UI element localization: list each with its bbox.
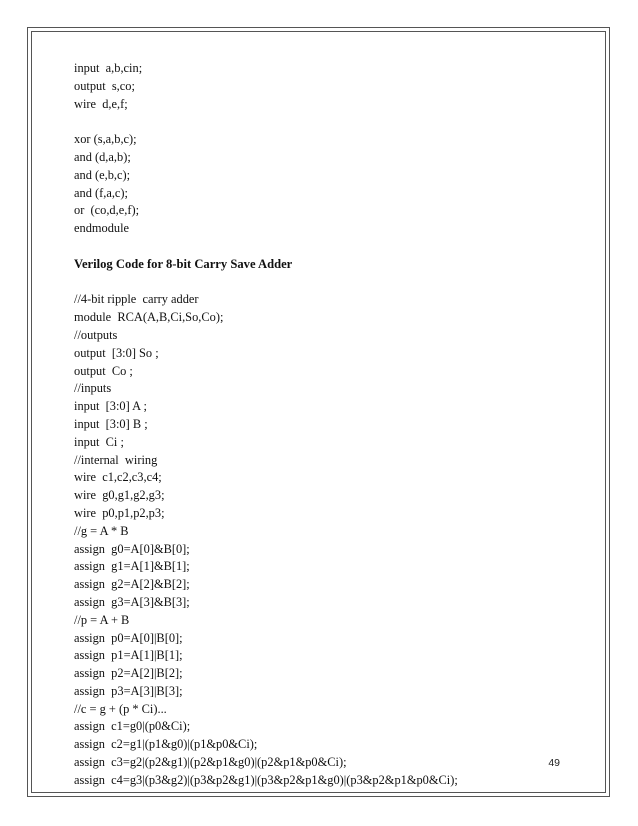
code-line: assign g2=A[2]&B[2]; (74, 577, 190, 592)
code-line: assign c1=g0|(p0&Ci); (74, 719, 191, 734)
blank-line (74, 113, 574, 131)
code-line: xor (s,a,b,c); (74, 132, 137, 147)
code-line: assign c4=g3|(p3&g2)|(p3&p2&g1)|(p3&p2&p1&g0)|(p3&p2&p1&p0&Ci); (74, 772, 458, 787)
code-line: assign g3=A[3]&B[3]; (74, 594, 190, 609)
code-line: and (f,a,c); (74, 185, 129, 200)
blank-line (74, 274, 574, 292)
section-heading: Verilog Code for 8-bit Carry Save Adder (74, 256, 293, 271)
code-line: module RCA(A,B,Ci,So,Co); (74, 310, 224, 325)
code-line: wire p0,p1,p2,p3; (74, 505, 165, 520)
code-line: //p = A + B (74, 612, 130, 627)
code-line: and (d,a,b); (74, 149, 131, 164)
code-line: input [3:0] A ; (74, 399, 147, 414)
code-line: assign g1=A[1]&B[1]; (74, 559, 190, 574)
code-line: assign c3=g2|(p2&g1)|(p2&p1&g0)|(p2&p1&p0&Ci); (74, 755, 347, 770)
code-line: //outputs (74, 327, 118, 342)
code-line: input Ci ; (74, 434, 124, 449)
code-line: assign p0=A[0]|B[0]; (74, 630, 183, 645)
code-line: output Co ; (74, 363, 133, 378)
code-line: and (e,b,c); (74, 167, 131, 182)
page-number: 49 (548, 757, 560, 769)
module-tail-block (74, 60, 574, 238)
code-line: //inputs (74, 381, 112, 396)
code-line: or (co,d,e,f); (74, 203, 140, 218)
code-line: input a,b,cin; (74, 61, 143, 75)
code-line: input [3:0] B ; (74, 416, 148, 431)
code-line: output s,co; (74, 78, 135, 93)
code-line: assign p2=A[2]|B[2]; (74, 666, 183, 681)
document-body (74, 60, 574, 790)
code-line: assign p1=A[1]|B[1]; (74, 648, 183, 663)
code-line: assign c2=g1|(p1&g0)|(p1&p0&Ci); (74, 737, 258, 752)
code-line: assign p3=A[3]|B[3]; (74, 683, 183, 698)
code-line: endmodule (74, 221, 130, 236)
code-line: //4-bit ripple carry adder (74, 292, 199, 307)
code-line: wire d,e,f; (74, 96, 128, 111)
code-line: //g = A * B (74, 523, 129, 538)
code-line: //c = g + (p * Ci)... (74, 701, 167, 716)
code-line: wire c1,c2,c3,c4; (74, 470, 162, 485)
blank-line (74, 238, 574, 256)
code-line: //internal wiring (74, 452, 158, 467)
code-line: assign g0=A[0]&B[0]; (74, 541, 190, 556)
code-line: output [3:0] So ; (74, 345, 159, 360)
code-line: wire g0,g1,g2,g3; (74, 488, 165, 503)
rca-code-block (74, 291, 574, 789)
